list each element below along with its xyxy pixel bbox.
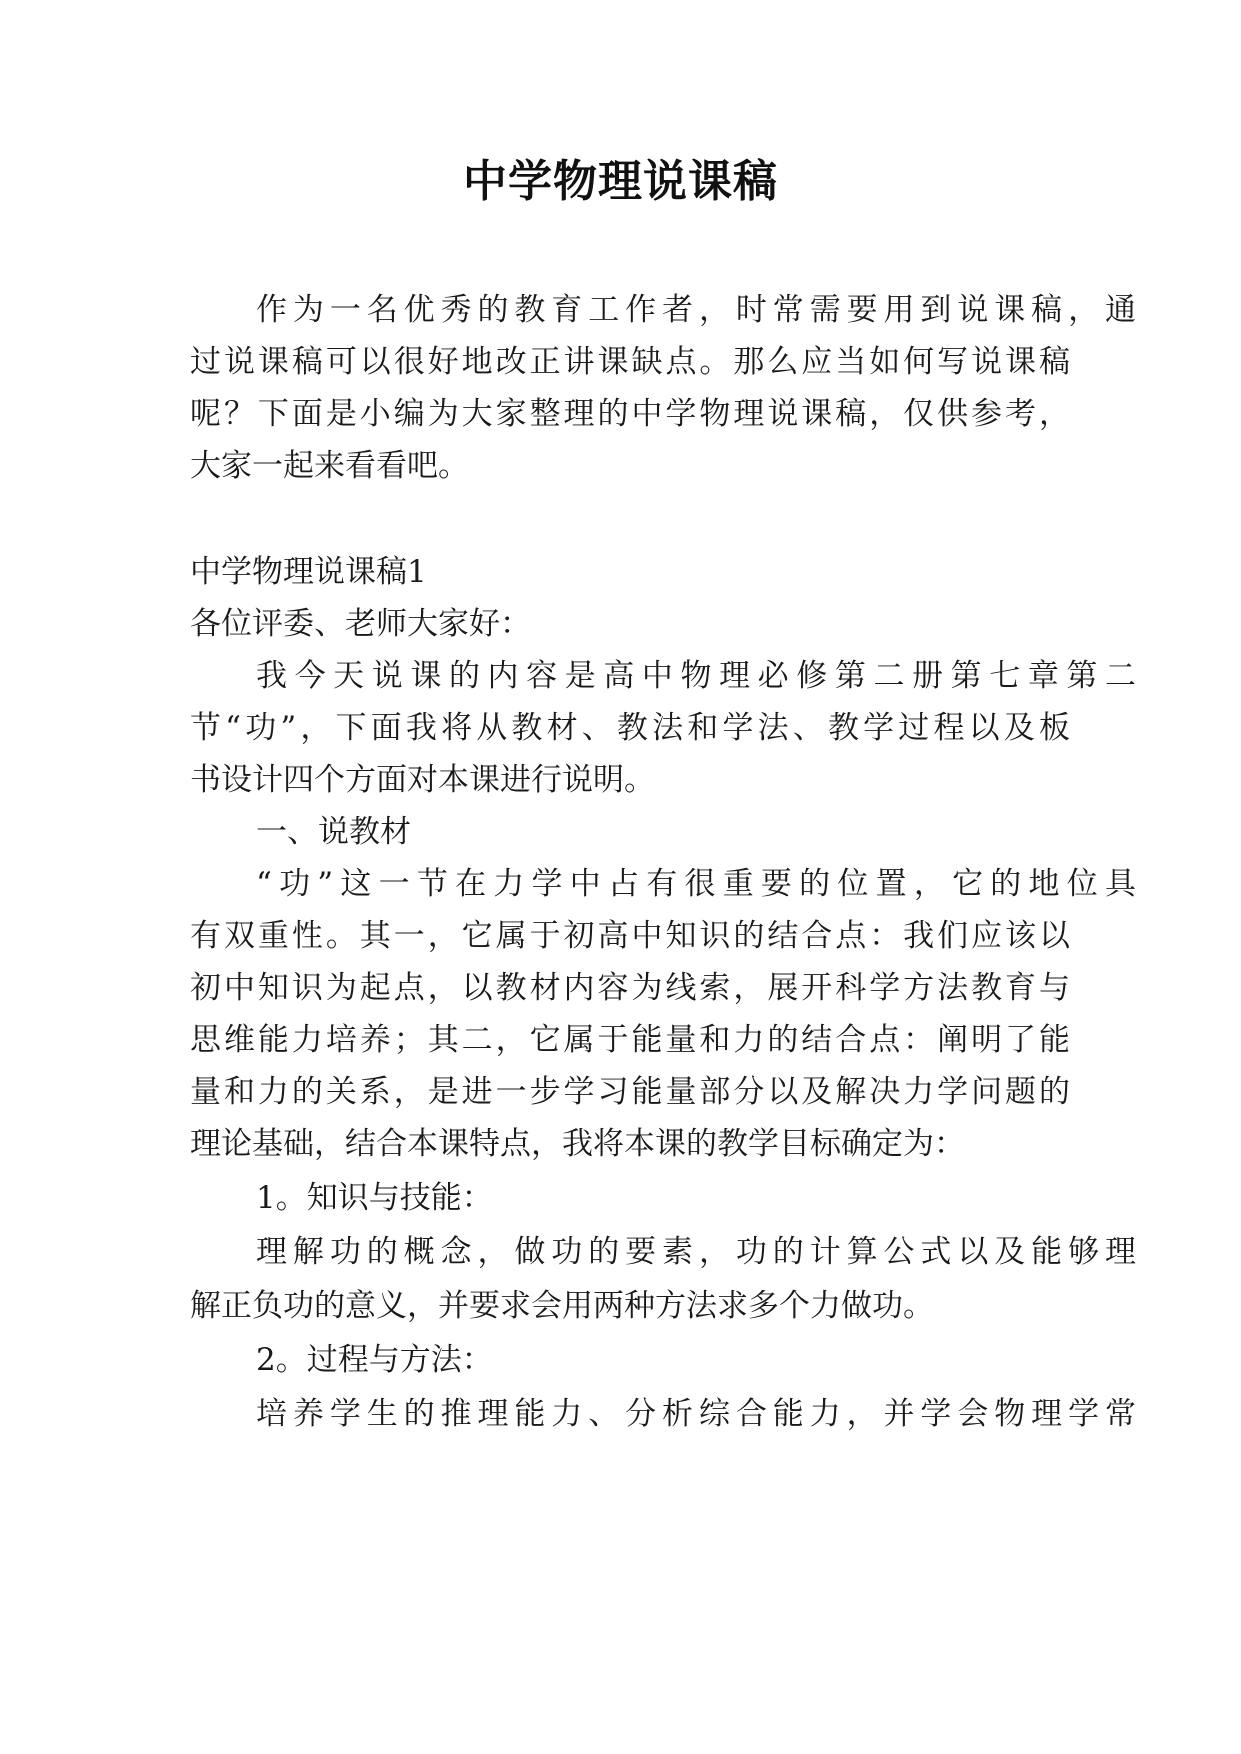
subsection-heading: 一、说教材 bbox=[256, 814, 411, 850]
paragraph-line: 书设计四个方面对本课进行说明。 bbox=[190, 762, 655, 798]
paragraph-line: 思维能力培养；其二，它属于能量和力的结合点：阐明了能 bbox=[190, 1022, 1070, 1058]
paragraph-line: 有双重性。其一，它属于初高中知识的结合点：我们应该以 bbox=[190, 918, 1070, 954]
paragraph-line: 过说课稿可以很好地改正讲课缺点。那么应当如何写说课稿 bbox=[190, 344, 1070, 380]
page-title: 中学物理说课稿 bbox=[463, 156, 778, 207]
objective-heading: 2。过程与方法： bbox=[256, 1342, 493, 1378]
paragraph-line: 我今天说课的内容是高中物理必修第二册第七章第二 bbox=[256, 658, 1136, 694]
paragraph-line: 作为一名优秀的教育工作者，时常需要用到说课稿，通 bbox=[256, 292, 1136, 328]
paragraph-line: 理论基础，结合本课特点，我将本课的教学目标确定为： bbox=[190, 1126, 965, 1162]
objective-heading: 1。知识与技能： bbox=[256, 1180, 493, 1216]
paragraph-line: 初中知识为起点，以教材内容为线索，展开科学方法教育与 bbox=[190, 970, 1070, 1006]
paragraph-line: “功”这一节在力学中占有很重要的位置，它的地位具 bbox=[256, 866, 1136, 902]
paragraph-line: 大家一起来看看吧。 bbox=[190, 448, 469, 484]
paragraph-line: 量和力的关系，是进一步学习能量部分以及解决力学问题的 bbox=[190, 1074, 1070, 1110]
paragraph-line: 培养学生的推理能力、分析综合能力，并学会物理学常 bbox=[256, 1396, 1136, 1432]
paragraph-line: 解正负功的意义，并要求会用两种方法求多个力做功。 bbox=[190, 1288, 934, 1324]
greeting-line: 各位评委、老师大家好： bbox=[190, 606, 531, 642]
paragraph-line: 节“功”，下面我将从教材、教法和学法、教学过程以及板 bbox=[190, 710, 1070, 746]
section-heading: 中学物理说课稿1 bbox=[190, 554, 427, 590]
paragraph-line: 呢？下面是小编为大家整理的中学物理说课稿，仅供参考， bbox=[190, 396, 1070, 432]
paragraph-line: 理解功的概念，做功的要素，功的计算公式以及能够理 bbox=[256, 1234, 1136, 1270]
